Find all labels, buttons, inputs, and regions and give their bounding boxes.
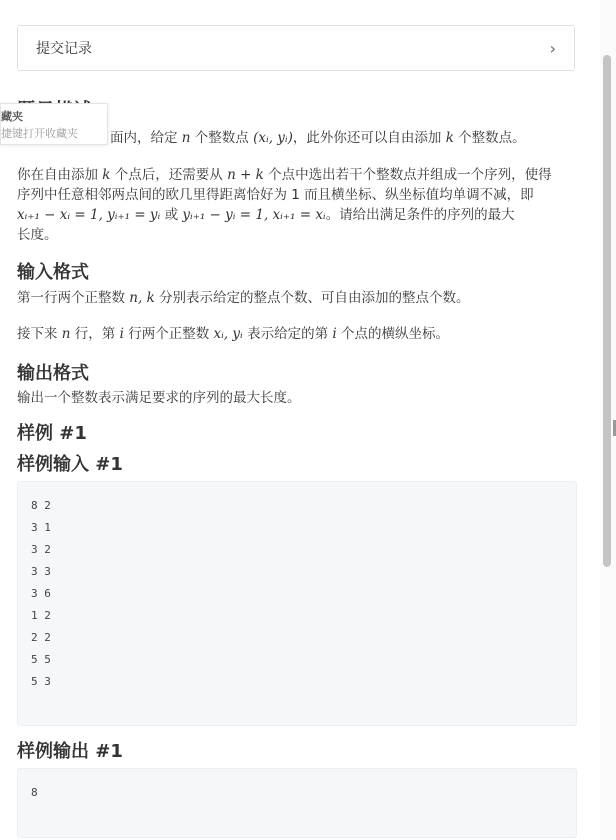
description-paragraph-1 xyxy=(110,128,580,148)
sample-input-block[interactable] xyxy=(17,481,577,726)
tooltip-line1: 藏夹 xyxy=(1,110,23,123)
sample-output-title: 样例输出 #1 xyxy=(17,741,123,762)
text: 个整数点 xyxy=(194,130,249,146)
description-paragraph-2 xyxy=(17,165,577,245)
text: ，此外你还可以自由添加 xyxy=(292,130,442,146)
tooltip-line2: 捷键打开收藏夹 xyxy=(1,127,78,140)
math-n: n xyxy=(61,326,71,342)
math-point: (xᵢ, yᵢ) xyxy=(253,130,293,146)
input-format-title: 输入格式 xyxy=(17,262,89,283)
sample-output-line: 8 xyxy=(31,786,38,799)
text: 个点中选出若干个整数点并组成一个序列，使得 xyxy=(268,167,552,183)
math-condition-2: yᵢ₊₁ − yᵢ = 1, xᵢ₊₁ = xᵢ xyxy=(182,207,326,223)
sample-input-line: 5 5 xyxy=(31,653,51,666)
math-xi-yi: xᵢ, yᵢ xyxy=(213,326,243,342)
scrollbar-thumb[interactable] xyxy=(603,55,611,567)
math-k: k xyxy=(102,167,111,183)
text: 接下来 xyxy=(17,326,58,342)
text: 表示给定的第 xyxy=(247,326,329,342)
text: 长度。 xyxy=(17,227,58,243)
sample-input-line: 3 6 xyxy=(31,587,51,600)
text: 或 xyxy=(164,207,179,223)
math-n: n xyxy=(181,130,191,146)
math-n-plus-k: n + k xyxy=(227,167,264,183)
sample-input-line: 5 3 xyxy=(31,675,51,688)
input-format-line-2 xyxy=(17,324,577,344)
input-format-line-1 xyxy=(17,288,577,308)
sample-title: 样例 #1 xyxy=(17,423,87,444)
sample-input-title: 样例输入 #1 xyxy=(17,454,123,475)
text: 个点的横纵坐标。 xyxy=(341,326,449,342)
chevron-right-icon: › xyxy=(549,38,556,58)
submission-records-card[interactable] xyxy=(17,25,575,71)
text: 序列中任意相邻两点间的欧几里得距离恰好为 1 而且横坐标、纵坐标值均单调不减，即 xyxy=(17,187,534,203)
text: 你在自由添加 xyxy=(17,167,98,183)
sample-input-line: 3 1 xyxy=(31,521,51,534)
sample-input-line: 3 3 xyxy=(31,565,51,578)
text: 个整数点。 xyxy=(458,130,526,146)
text: 行，第 xyxy=(74,326,116,342)
sample-input-line: 1 2 xyxy=(31,609,51,622)
sample-input-line: 2 2 xyxy=(31,631,51,644)
text: 分别表示给定的整点个数、可自由添加的整点个数。 xyxy=(159,290,470,306)
output-format-title: 输出格式 xyxy=(17,363,89,384)
sample-input-line: 3 2 xyxy=(31,543,51,556)
submission-records-label: 提交记录 xyxy=(36,41,92,57)
sample-input-line: 8 2 xyxy=(31,499,51,512)
math-i: i xyxy=(119,326,124,342)
math-k: k xyxy=(445,130,454,146)
math-n-k: n, k xyxy=(129,290,155,306)
bookmark-tooltip xyxy=(0,103,108,145)
math-i: i xyxy=(332,326,337,342)
sample-output-block[interactable] xyxy=(17,768,577,838)
text: 个点后，还需要从 xyxy=(114,167,223,183)
text: 第一行两个正整数 xyxy=(17,290,125,306)
output-format-text: 输出一个整数表示满足要求的序列的最大长度。 xyxy=(17,390,301,406)
text: 。请给出满足条件的序列的最大 xyxy=(325,207,515,223)
text: 面内，给定 xyxy=(110,130,178,146)
text: 行两个正整数 xyxy=(128,326,210,342)
math-condition-1: xᵢ₊₁ − xᵢ = 1, yᵢ₊₁ = yᵢ xyxy=(17,207,161,223)
